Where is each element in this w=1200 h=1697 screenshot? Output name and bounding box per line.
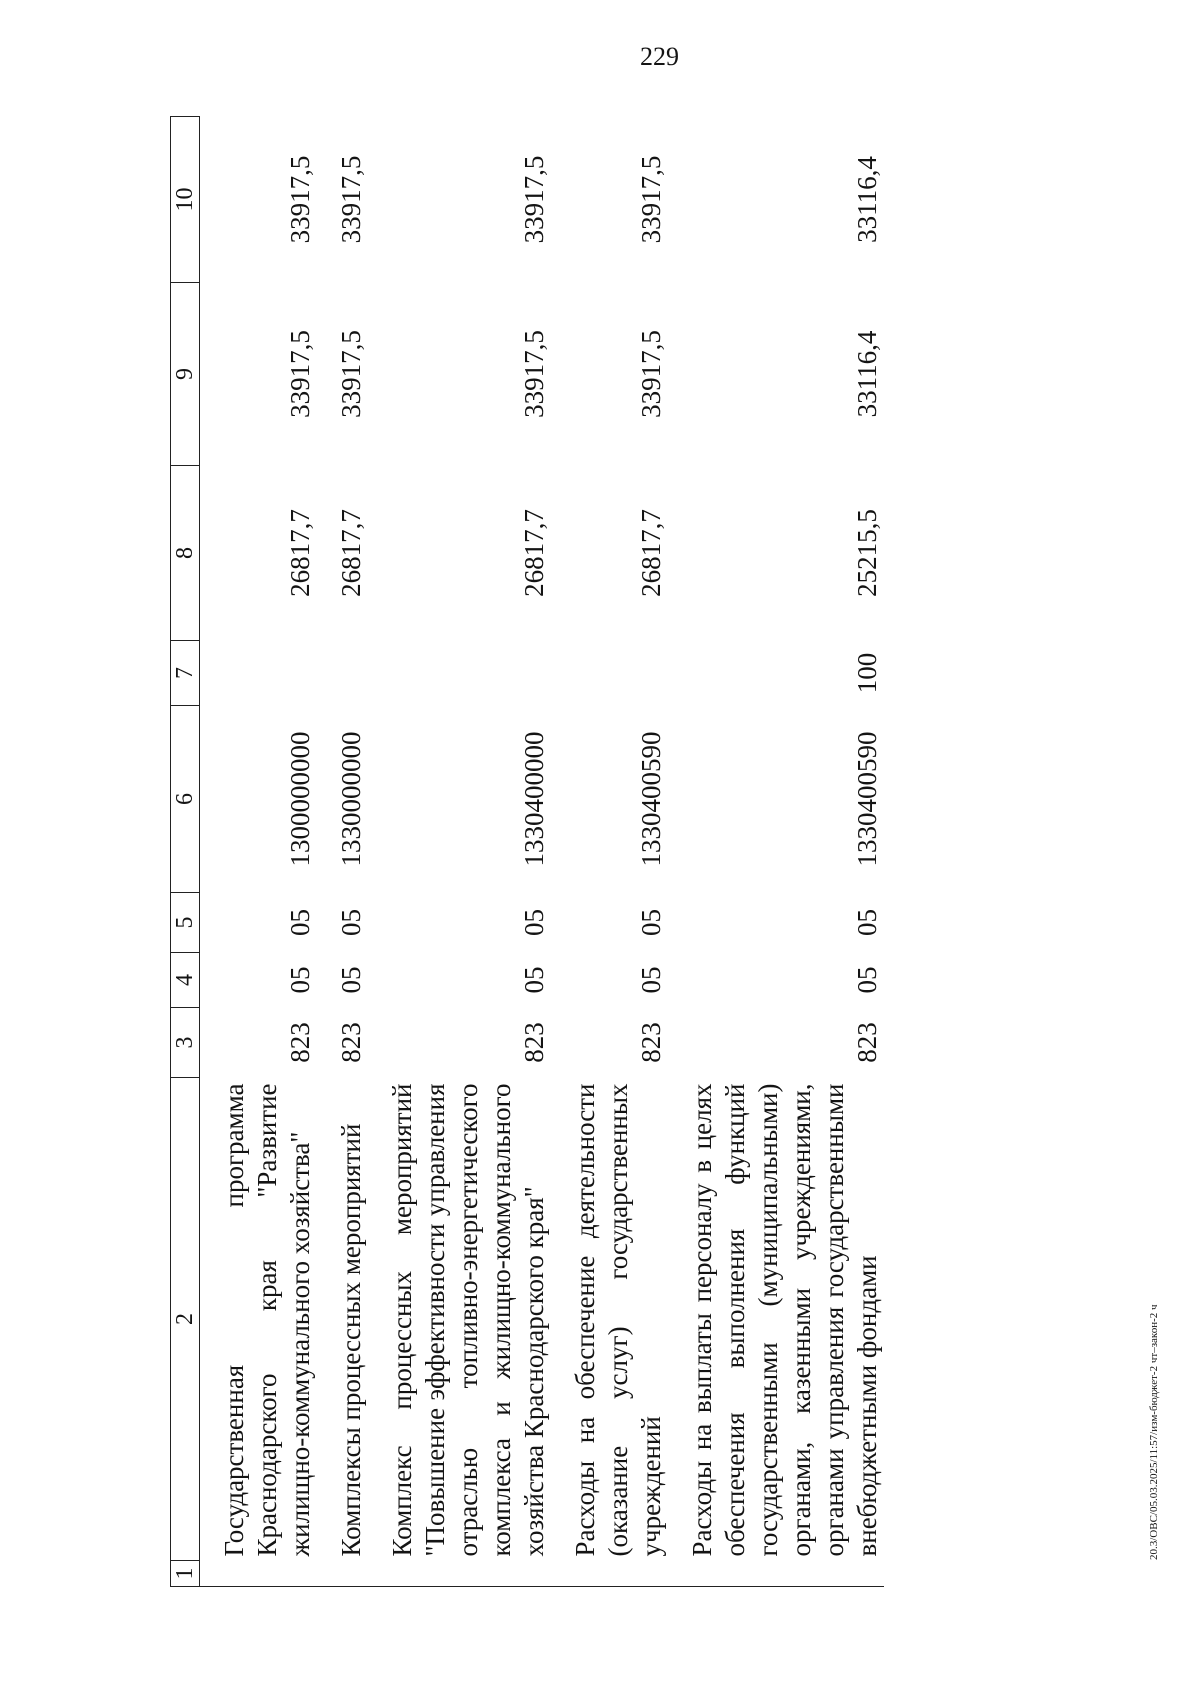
cell-col-9: 33917,5	[285, 330, 315, 418]
header-cell: 9	[171, 283, 200, 466]
rotated-table-container	[170, 117, 884, 1587]
page-number: 229	[640, 42, 679, 71]
cell-col-9: 33917,5	[636, 330, 666, 418]
cell-col-3: 823	[336, 1022, 366, 1063]
cell-col-5: 05	[636, 909, 666, 936]
header-cell: 10	[171, 117, 200, 283]
cell-col-6: 1330400590	[636, 731, 666, 867]
cell-col-4: 05	[636, 966, 666, 994]
cell-col-6: 1330400590	[852, 731, 882, 867]
cell-col-5: 05	[285, 909, 315, 936]
document-footer-code: 20.3/OBC/05.03.2025/11:57/изм-бюджет-2 чт–закон-2 ч	[1148, 1304, 1160, 1560]
header-cell: 3	[171, 1008, 200, 1078]
table-row	[218, 117, 317, 1587]
cell-col-8: 26817,7	[285, 509, 315, 597]
cell-col-9: 33917,5	[336, 330, 366, 418]
table-body	[200, 117, 885, 1587]
cell-col-4: 05	[285, 966, 315, 994]
cell-col-10: 33917,5	[336, 155, 366, 244]
row-description: Государственная программа Краснодарского края "Развитие жилищно-коммунального хозяйства"	[219, 1083, 315, 1557]
cell-col-8: 26817,7	[636, 509, 666, 597]
header-cell: 1	[171, 1561, 200, 1587]
table-header	[171, 117, 200, 1587]
cell-col-5: 05	[519, 909, 549, 936]
cell-col-4: 05	[852, 966, 882, 994]
header-cell: 7	[171, 641, 200, 706]
table-row	[569, 117, 668, 1587]
table-row	[386, 117, 551, 1587]
row-description: Расходы на выплаты персоналу в целях обеспечения выполнения функций государственными (муниципальными) органами, казенными учреждениями, органами управления государственными внебюджетными фондами	[687, 1083, 882, 1557]
cell-col-4: 05	[336, 966, 366, 994]
cell-col-10: 33116,4	[852, 156, 882, 243]
cell-col-6: 1330000000	[336, 731, 366, 867]
cell-col-7: 100	[852, 652, 882, 694]
table-row	[335, 117, 368, 1587]
cell-col-8: 25215,5	[852, 509, 882, 597]
cell-col-6: 1300000000	[285, 731, 315, 867]
row-description: Комплекс процессных мероприятий "Повышение эффективности управления отраслью топливно-энергетического комплекса и жилищно-коммунального хозяйства Краснодарского края"	[387, 1083, 549, 1557]
cell-col-8: 26817,7	[519, 509, 549, 597]
cell-col-7	[569, 641, 668, 706]
cell-col-7	[386, 641, 551, 706]
cell-col-5: 05	[336, 909, 366, 936]
cell-col-4: 05	[519, 966, 549, 994]
table-row	[686, 117, 884, 1587]
row-description: Расходы на обеспечение деятельности (оказание услуг) государственных учреждений	[570, 1083, 666, 1557]
header-cell: 8	[171, 466, 200, 641]
header-cell: 4	[171, 953, 200, 1008]
header-cell: 2	[171, 1078, 200, 1561]
cell-col-6: 1330400000	[519, 731, 549, 867]
cell-col-5: 05	[852, 909, 882, 936]
cell-col-9: 33917,5	[519, 330, 549, 418]
cell-col-8: 26817,7	[336, 509, 366, 597]
cell-col-3: 823	[285, 1022, 315, 1063]
budget-table	[170, 116, 884, 1587]
header-row	[171, 117, 200, 1587]
cell-col-7	[335, 641, 368, 706]
cell-col-10: 33917,5	[519, 155, 549, 244]
cell-col-3: 823	[519, 1022, 549, 1063]
cell-col-7	[218, 641, 317, 706]
header-cell: 6	[171, 706, 200, 893]
cell-col-9: 33116,4	[852, 330, 882, 418]
cell-col-10: 33917,5	[636, 155, 666, 244]
cell-col-10: 33917,5	[285, 155, 315, 244]
cell-col-3: 823	[852, 1022, 882, 1063]
row-description: Комплексы процессных мероприятий	[336, 1123, 366, 1557]
header-cell: 5	[171, 893, 200, 953]
cell-col-3: 823	[636, 1022, 666, 1063]
